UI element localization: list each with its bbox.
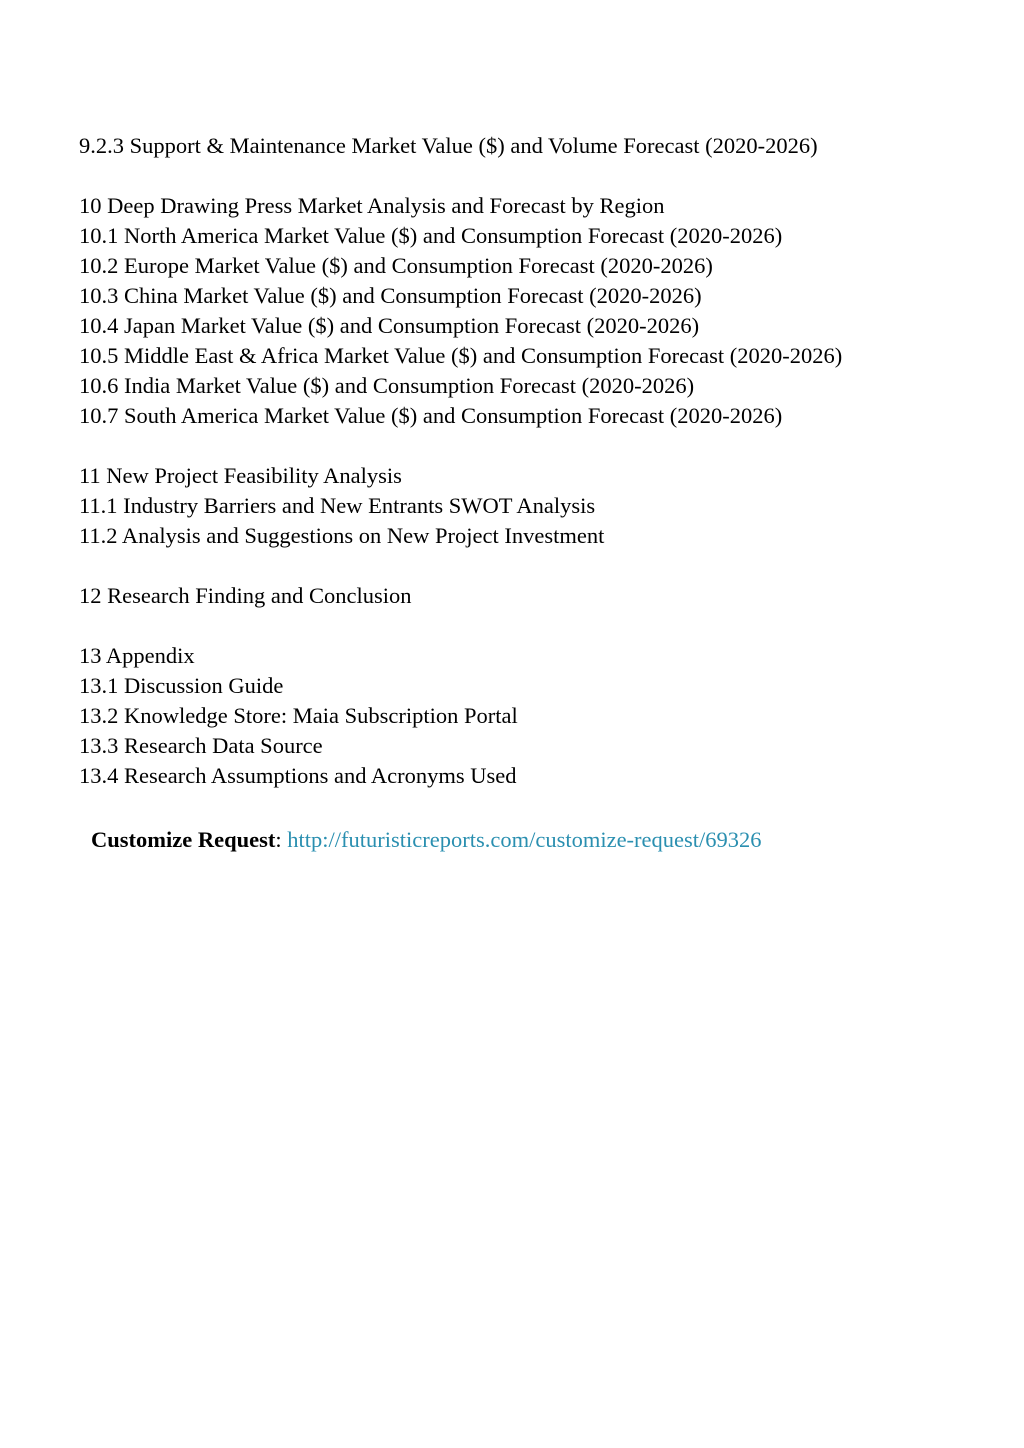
toc-section-12 xyxy=(79,581,979,611)
customize-request-link[interactable]: http://futuristicreports.com/customize-request/69326 xyxy=(287,827,762,852)
toc-section-9 xyxy=(79,131,979,161)
toc-entry: 13.4 Research Assumptions and Acronyms Used xyxy=(79,763,517,788)
toc-entry: 11.1 Industry Barriers and New Entrants SWOT Analysis xyxy=(79,493,596,518)
toc-entry: 12 Research Finding and Conclusion xyxy=(79,583,412,608)
toc-section-13 xyxy=(79,641,979,791)
toc-entry: 11 New Project Feasibility Analysis xyxy=(79,463,402,488)
toc-entry: 13.1 Discussion Guide xyxy=(79,673,284,698)
toc-entry: 11.2 Analysis and Suggestions on New Project Investment xyxy=(79,523,605,548)
toc-entry: 10.7 South America Market Value ($) and Consumption Forecast (2020-2026) xyxy=(79,403,783,428)
table-of-contents xyxy=(79,131,979,821)
toc-entry: 10.5 Middle East & Africa Market Value ($) and Consumption Forecast (2020-2026) xyxy=(79,343,843,368)
toc-entry: 9.2.3 Support & Maintenance Market Value ($) and Volume Forecast (2020-2026) xyxy=(79,133,818,158)
toc-section-10 xyxy=(79,191,979,431)
toc-entry: 13.3 Research Data Source xyxy=(79,733,323,758)
customize-separator: : xyxy=(275,827,282,852)
toc-entry: 10.6 India Market Value ($) and Consumption Forecast (2020-2026) xyxy=(79,373,695,398)
customize-request-label: Customize Request xyxy=(91,827,276,852)
toc-entry: 10.4 Japan Market Value ($) and Consumption Forecast (2020-2026) xyxy=(79,313,700,338)
toc-section-11 xyxy=(79,461,979,551)
customize-request-line xyxy=(91,825,762,855)
toc-entry: 10 Deep Drawing Press Market Analysis and Forecast by Region xyxy=(79,193,665,218)
toc-entry: 13.2 Knowledge Store: Maia Subscription Portal xyxy=(79,703,518,728)
toc-entry: 10.2 Europe Market Value ($) and Consumption Forecast (2020-2026) xyxy=(79,253,713,278)
toc-entry: 10.1 North America Market Value ($) and Consumption Forecast (2020-2026) xyxy=(79,223,783,248)
toc-entry: 10.3 China Market Value ($) and Consumption Forecast (2020-2026) xyxy=(79,283,702,308)
toc-entry: 13 Appendix xyxy=(79,643,195,668)
